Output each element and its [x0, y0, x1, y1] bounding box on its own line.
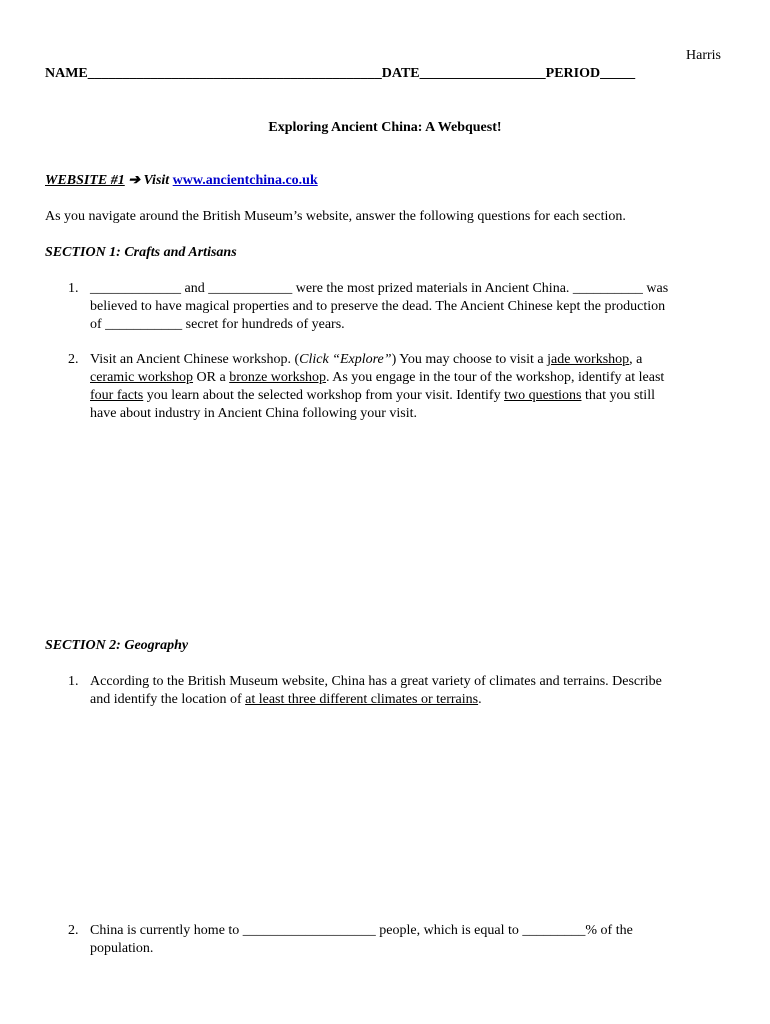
website-label: WEBSITE #1: [45, 173, 125, 188]
three-climates-emphasis: at least three different climates or terrains: [245, 692, 479, 707]
s1-q2-l2-d: . As you engage in the tour of the workshop, identify at least: [326, 370, 665, 385]
jade-workshop-option: jade workshop: [547, 352, 630, 367]
two-questions-emphasis: two questions: [504, 388, 582, 403]
s1-q1-number: 1.: [68, 281, 79, 296]
s1-q2-line3: [90, 387, 720, 405]
s2-q1-line2: [90, 691, 720, 709]
section1-heading: SECTION 1: Crafts and Artisans: [45, 245, 237, 260]
s1-q2-l3-d: that you still: [581, 388, 655, 403]
date-blank: __________________: [419, 66, 546, 81]
intro-text: As you navigate around the British Museum’s website, answer the following questions for each section.: [45, 209, 626, 224]
s1-q2-l3-b: you learn about the selected workshop from your visit. Identify: [143, 388, 505, 403]
s1-q1-line1: _____________ and ____________ were the most prized materials in Ancient China. __________ was: [90, 281, 669, 296]
s1-q1-line2: believed to have magical properties and to preserve the dead. The Ancient Chinese kept the production: [90, 299, 666, 314]
s1-q1-text: [90, 280, 720, 334]
s1-q2-l1-e: , a: [629, 352, 643, 367]
s2-q2-text: [90, 922, 720, 958]
s1-q2-line1: [90, 351, 720, 369]
period-blank: _____: [600, 66, 636, 81]
s2-q1-l2-c: .: [478, 692, 482, 707]
period-label: PERIOD: [545, 66, 601, 81]
s2-q1-l2-a: and identify the location of: [90, 692, 246, 707]
website-link[interactable]: www.ancientchina.co.uk: [172, 173, 318, 188]
s1-q2-l2-b: OR a: [193, 370, 230, 385]
s2-q2-line2: population.: [90, 941, 154, 956]
header-fields: [45, 65, 635, 83]
s2-q2-line1: China is currently home to ___________________ people, which is equal to _________% of the: [90, 923, 633, 938]
s1-q2-l1-a: Visit an Ancient Chinese workshop. (: [90, 352, 300, 367]
s1-q1-line3: of ___________ secret for hundreds of years.: [90, 317, 345, 332]
s1-q2-l1-click-explore: Click “Explore”: [299, 352, 392, 367]
s2-q1-number: 1.: [68, 674, 79, 689]
s1-q2-number: 2.: [68, 352, 79, 367]
s1-q2-text: [90, 351, 720, 423]
date-label: DATE: [381, 66, 420, 81]
s1-q2-line4: have about industry in Ancient China following your visit.: [90, 406, 418, 421]
s1-q2-l1-c: ) You may choose to visit a: [391, 352, 548, 367]
name-blank: __________________________________________: [87, 66, 382, 81]
s1-q2-line2: [90, 369, 720, 387]
four-facts-emphasis: four facts: [90, 388, 144, 403]
ceramic-workshop-option: ceramic workshop: [90, 370, 194, 385]
section2-heading: SECTION 2: Geography: [45, 638, 189, 653]
name-label: NAME: [45, 66, 88, 81]
bronze-workshop-option: bronze workshop: [229, 370, 327, 385]
website-line: [45, 172, 318, 190]
s2-q1-text: [90, 673, 720, 709]
arrow-right-icon: ➔: [128, 173, 140, 188]
visit-label: Visit: [143, 173, 170, 188]
author-name: Harris: [686, 48, 721, 63]
s2-q1-line1: According to the British Museum website, China has a great variety of climates and terrains. Describe: [90, 674, 662, 689]
page-title: Exploring Ancient China: A Webquest!: [268, 120, 502, 135]
s2-q2-number: 2.: [68, 923, 79, 938]
